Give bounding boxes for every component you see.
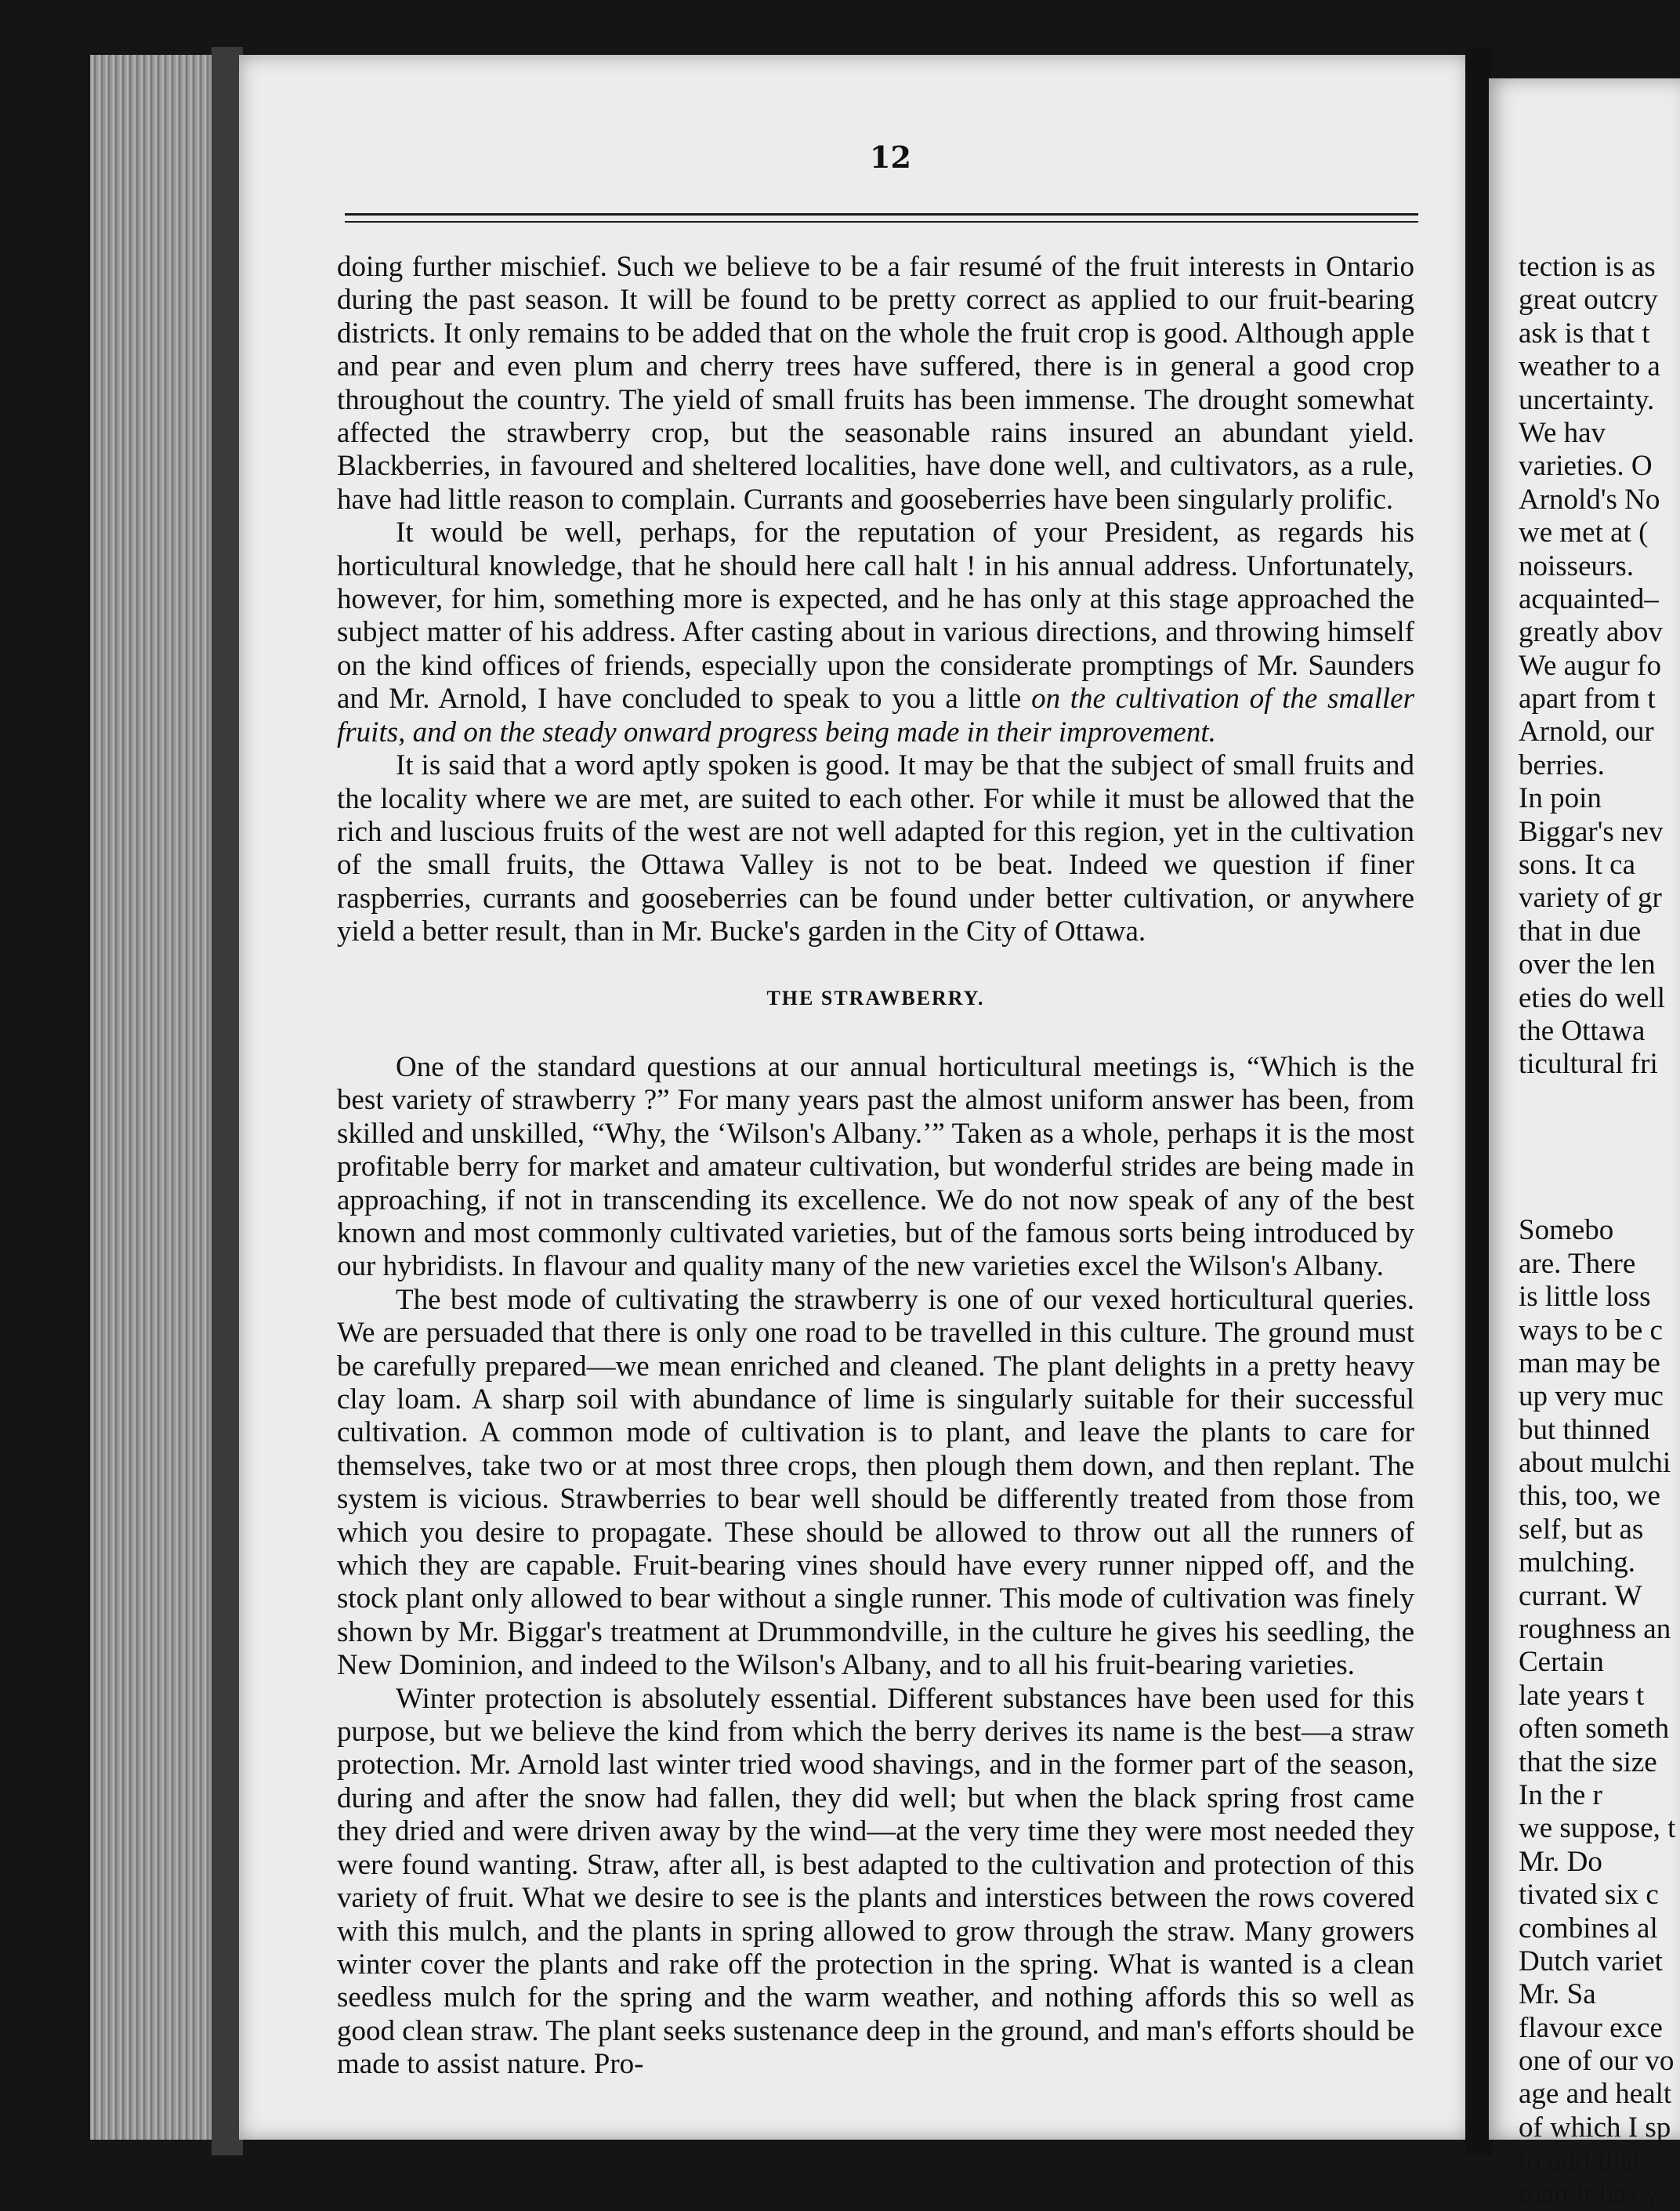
right-page-line: great outcry xyxy=(1519,284,1658,317)
right-page-line: Somebo xyxy=(1519,1214,1614,1247)
right-page-line: one of our vo xyxy=(1519,2045,1675,2078)
right-page-line: than it has y xyxy=(1519,2177,1660,2210)
right-page-line: currant. W xyxy=(1519,1579,1642,1612)
section-heading: THE STRAWBERRY. xyxy=(766,986,985,1009)
right-page-line: but thinned xyxy=(1519,1413,1650,1446)
right-page-line: age and healt xyxy=(1519,2078,1672,2111)
right-page-line: eties do well xyxy=(1519,981,1666,1014)
right-page-line: uncertainty. xyxy=(1519,383,1655,416)
book-spine-shadow xyxy=(212,47,243,2155)
right-page-line: often someth xyxy=(1519,1713,1670,1745)
right-page-line: acquainted– xyxy=(1519,582,1659,615)
page-number: 12 xyxy=(870,140,911,175)
right-page-line: man may be xyxy=(1519,1347,1660,1379)
right-page-line xyxy=(1519,1082,1680,1115)
right-page-line: weather to a xyxy=(1519,350,1660,383)
right-page-line: is little loss xyxy=(1519,1281,1651,1314)
right-page-line: sons. It ca xyxy=(1519,849,1635,882)
right-page-line: up very muc xyxy=(1519,1380,1664,1413)
section-paragraph-3: Winter protection is absolutely essential. Different substances have been used for this purpose, but we believe the kind from which the berry derives its name is the best—a straw protection. Mr. Arnold last winter tried wood shavings, and in the former part of the season, during and after the snow had fallen, they did well; but when the black spring frost came they dried and were driven away by the wind—at the very time they were most needed they were found wanting. Straw, after all, is best adapted to the cultivation and protection of this variety of fruit. What we desire to see is the plants and interstices between the rows covered with this mulch, and the plants in spring allowed to grow through the straw. Many growers winter cover the plants and rake off the protection in the spring. What is wanted is a clean seedless mulch for the spring and the warm weather, and nothing affords this so well as good clean straw. The plant seeks sustenance deep in the ground, and man's efforts should be made to assist nature. Pro- xyxy=(337,1682,1414,2081)
right-page-line: greatly abov xyxy=(1519,616,1663,649)
right-page-line: tection is as xyxy=(1519,251,1656,283)
right-page-line: We hav xyxy=(1519,416,1606,449)
right-page-line: berries. xyxy=(1519,748,1605,781)
section-paragraph-1: One of the standard questions at our annual horticultural meetings is, “Which is the best variety of strawberry ?” For many years past the almost uniform answer has been, from skilled and unskilled, “Why, the ‘Wilson's Albany.’” Taken as a whole, perhaps it is the most profitable berry for market and amateur cultivation, but wonderful strides are being made in approaching, if not in transcending its excellence. We do not now speak of any of the best known and most commonly cultivated varieties, but of the famous sorts being introduced by our hybridists. In flavour and quality many of the new varieties excel the Wilson's Albany. xyxy=(337,1050,1414,1283)
right-page-line: Dutch variet xyxy=(1519,1945,1663,1977)
paragraph-3: It is said that a word aptly spoken is good. It may be that the subject of small fruits and the locality where we are met, are suited to each other. For while it must be allowed that the rich and luscious fruits of the west are not well adapted for this region, yet in the cultivation of the small fruits, the Ottawa Valley is not to be beat. Indeed we question if finer raspberries, currants and gooseberries can be found under better cultivation, or anywhere yield a better result, than in Mr. Bucke's garden in the City of Ottawa. xyxy=(337,749,1414,948)
right-page-line: the Ottawa xyxy=(1519,1014,1646,1047)
right-page-line: about mulchi xyxy=(1519,1447,1671,1480)
right-page-line: apart from t xyxy=(1519,683,1656,716)
right-page-line: we met at ( xyxy=(1519,517,1649,549)
right-page-line: ticultural fri xyxy=(1519,1048,1658,1081)
right-page-line: over the len xyxy=(1519,948,1656,981)
right-page-line: ways to be c xyxy=(1519,1314,1663,1347)
right-page-text xyxy=(1519,251,1680,2211)
right-page-line: In the r xyxy=(1519,1778,1602,1811)
right-page-line: mulching. xyxy=(1519,1546,1636,1579)
right-page-line: ask is that t xyxy=(1519,317,1650,350)
right-page-line xyxy=(1519,1115,1680,1147)
left-page-text xyxy=(337,251,1414,2082)
paragraph-2-italic: on the cultivation of the smaller fruits, and on the steady onward progress being made in their improvement. xyxy=(337,683,1414,748)
right-page-line: of which I sp xyxy=(1519,2111,1671,2144)
header-rule-bottom xyxy=(345,221,1418,223)
right-page-line: combines al xyxy=(1519,1912,1658,1945)
right-page-line: noisseurs. xyxy=(1519,549,1634,582)
right-page-line: we suppose, t xyxy=(1519,1812,1676,1845)
right-page-line: Mr. Do xyxy=(1519,1845,1602,1878)
right-page-line: are. There xyxy=(1519,1247,1636,1280)
right-page-line: Certain xyxy=(1519,1646,1604,1679)
header-rule-top xyxy=(345,213,1418,216)
right-page-line: that the size xyxy=(1519,1745,1657,1778)
paragraph-2-text: It would be well, perhaps, for the reputation of your President, as regards his horticultural knowledge, that he should here call halt ! in his annual address. Unfortunately, however, for him, something more is expected, and he has only at this stage approached the subject matter of his address. After casting about in various directions, and throwing himself on the kind offices of friends, especially upon the considerate promptings of Mr. Saunders and Mr. Arnold, I have concluded to speak to you a little xyxy=(337,517,1414,716)
right-page-line: that in due xyxy=(1519,915,1642,948)
right-page-line: variety of gr xyxy=(1519,882,1662,915)
paragraph-1: doing further mischief. Such we believe to be a fair resumé of the fruit interests in Ontario during the past season. It will be found to be pretty correct as applied to our fruit-bearing districts. It only remains to be added that on the whole the fruit crop is good. Although apple and pear and even plum and cherry trees have suffered, there is in general a good crop throughout the country. The yield of small fruits has been immense. The drought somewhat affected the strawberry crop, but the seasonable rains insured an abundant yield. Blackberries, in favoured and sheltered localities, have done well, and cultivators, as a rule, have had little reason to complain. Currants and gooseberries have been singularly prolific. xyxy=(337,251,1414,516)
right-page-line: late years t xyxy=(1519,1679,1645,1712)
book-gutter xyxy=(1465,47,1492,2155)
right-page-line: roughness an xyxy=(1519,1613,1671,1646)
right-page-line: flavour exce xyxy=(1519,2011,1663,2044)
right-page-line: self, but as xyxy=(1519,1513,1644,1546)
right-page-line: Biggar's nev xyxy=(1519,815,1664,848)
right-page-line xyxy=(1519,1181,1680,1214)
right-page-line: Mr. Sa xyxy=(1519,1978,1596,2011)
right-page-line: this, too, we xyxy=(1519,1480,1660,1513)
right-page-line: Arnold's No xyxy=(1519,483,1660,516)
paragraph-2 xyxy=(337,517,1414,749)
right-page-line: We augur fo xyxy=(1519,649,1661,682)
right-page-line xyxy=(1519,1148,1680,1181)
right-page-line: varieties. O xyxy=(1519,450,1653,483)
right-page-line: Arnold, our xyxy=(1519,716,1654,748)
section-paragraph-2: The best mode of cultivating the strawberry is one of our vexed horticultural queries. We are persuaded that there is only one road to be travelled in this culture. The ground must be carefully prepared—we mean enriched and cleaned. The plant delights in a pretty heavy clay loam. A sharp soil with abundance of lime is singularly suitable for their successful cultivation. A common mode of cultivation is to plant, and leave the plants to care for themselves, take two or at most three crops, then plough them down, and then replant. The system is vicious. Strawberries to bear well should be differently treated from those from which you desire to propagate. These should be allowed to throw out all the runners of which they are capable. Fruit-bearing vines should have every runner nipped off, and the stock plant only allowed to bear without a single runner. This mode of cultivation was finely shown by Mr. Biggar's treatment at Drummondville, in the culture he gives his seedling, the New Dominion, and indeed to the Wilson's Albany, and to all his fruit-bearing varieties. xyxy=(337,1283,1414,1682)
right-page-line: tivated six c xyxy=(1519,1879,1659,1912)
right-page-line: In poin xyxy=(1519,782,1602,815)
right-page-line: to add that xyxy=(1519,2144,1642,2177)
